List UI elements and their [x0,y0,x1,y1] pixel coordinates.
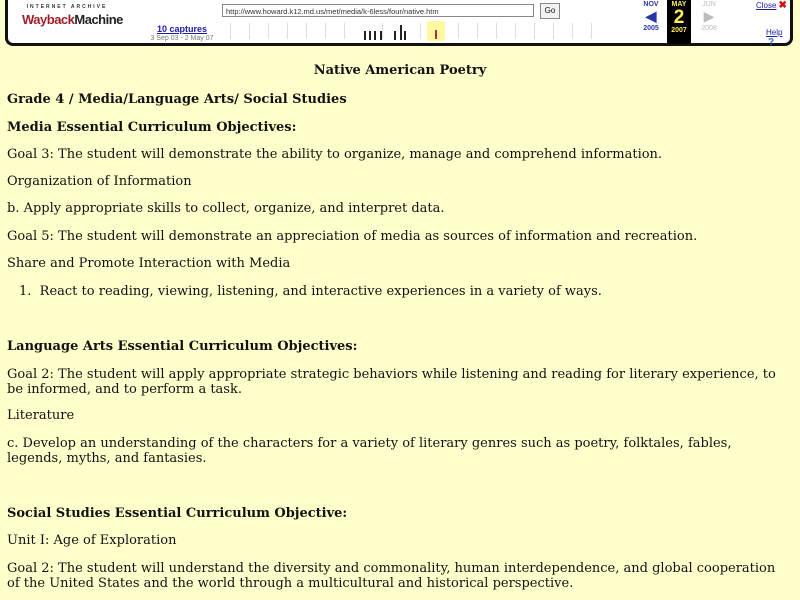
media-item-b: b. Apply appropriate skills to collect, organize, and interpret data. [7,201,445,216]
media-organization: Organization of Information [7,174,192,189]
media-list-item: 1. React to reading, viewing, listening, and interactive experiences in a variety of ways. [19,284,602,299]
wayback-toolbar [5,0,793,46]
captures-link[interactable]: 10 captures [156,24,208,34]
social-studies-heading: Social Studies Essential Curriculum Objective: [7,506,348,521]
page-title: Native American Poetry [313,63,487,78]
social-studies-goal2: Goal 2: The student will understand the diversity and commonality, human interdependence, and global cooperation of the United States and the world through a multicultural and historical perspective. [7,561,776,591]
current-capture-marker[interactable] [435,30,437,39]
arrow-right-icon[interactable]: ▶ [703,8,715,24]
logo-wayback-machine-text: WaybackMachine [22,12,123,27]
arrow-left-icon[interactable]: ◀ [645,8,657,24]
language-arts-goal2: Goal 2: The student will apply appropriate strategic behaviors while listening and reading for literary experience, to be informed, and to perform a task. [7,367,776,397]
captures-range: 3 Sep 03 - 2 May 07 [150,35,214,42]
close-button[interactable]: Close ✖ [756,0,787,11]
current-capture: MAY 2 2007 [667,0,691,44]
help-icon[interactable]: ? [768,37,775,48]
logo-internet-archive-text: INTERNET ARCHIVE [26,4,108,10]
url-input[interactable]: http://www.howard.k12.md.us/met/media/k-6less/four/native.htm [222,4,534,17]
grade-subtitle: Grade 4 / Media/Language Arts/ Social Studies [7,92,347,107]
page-content [7,60,793,79]
media-heading: Media Essential Curriculum Objectives: [7,120,297,135]
next-capture[interactable]: JUN ▶ 2008 [696,0,722,32]
language-arts-item-c: c. Develop an understanding of the characters for a variety of literary genres such as poetry, folktales, fables, legends, myths, and fantasies. [7,436,732,466]
media-goal5: Goal 5: The student will demonstrate an appreciation of media as sources of information and recreation. [7,229,698,244]
media-goal3: Goal 3: The student will demonstrate the ability to organize, manage and comprehend information. [7,147,663,162]
social-studies-unit: Unit I: Age of Exploration [7,533,177,548]
go-button[interactable]: Go [540,3,560,19]
prev-capture[interactable]: NOV ◀ 2005 [638,0,664,32]
help-button[interactable]: Help? [766,28,783,48]
wayback-logo[interactable] [22,4,123,40]
captures-info [142,24,222,42]
language-arts-heading: Language Arts Essential Curriculum Objectives: [7,339,358,354]
language-arts-literature: Literature [7,408,75,423]
month-navigator [638,0,728,44]
capture-timeline[interactable] [222,21,622,41]
media-share: Share and Promote Interaction with Media [7,256,291,271]
close-icon[interactable]: ✖ [778,0,787,11]
